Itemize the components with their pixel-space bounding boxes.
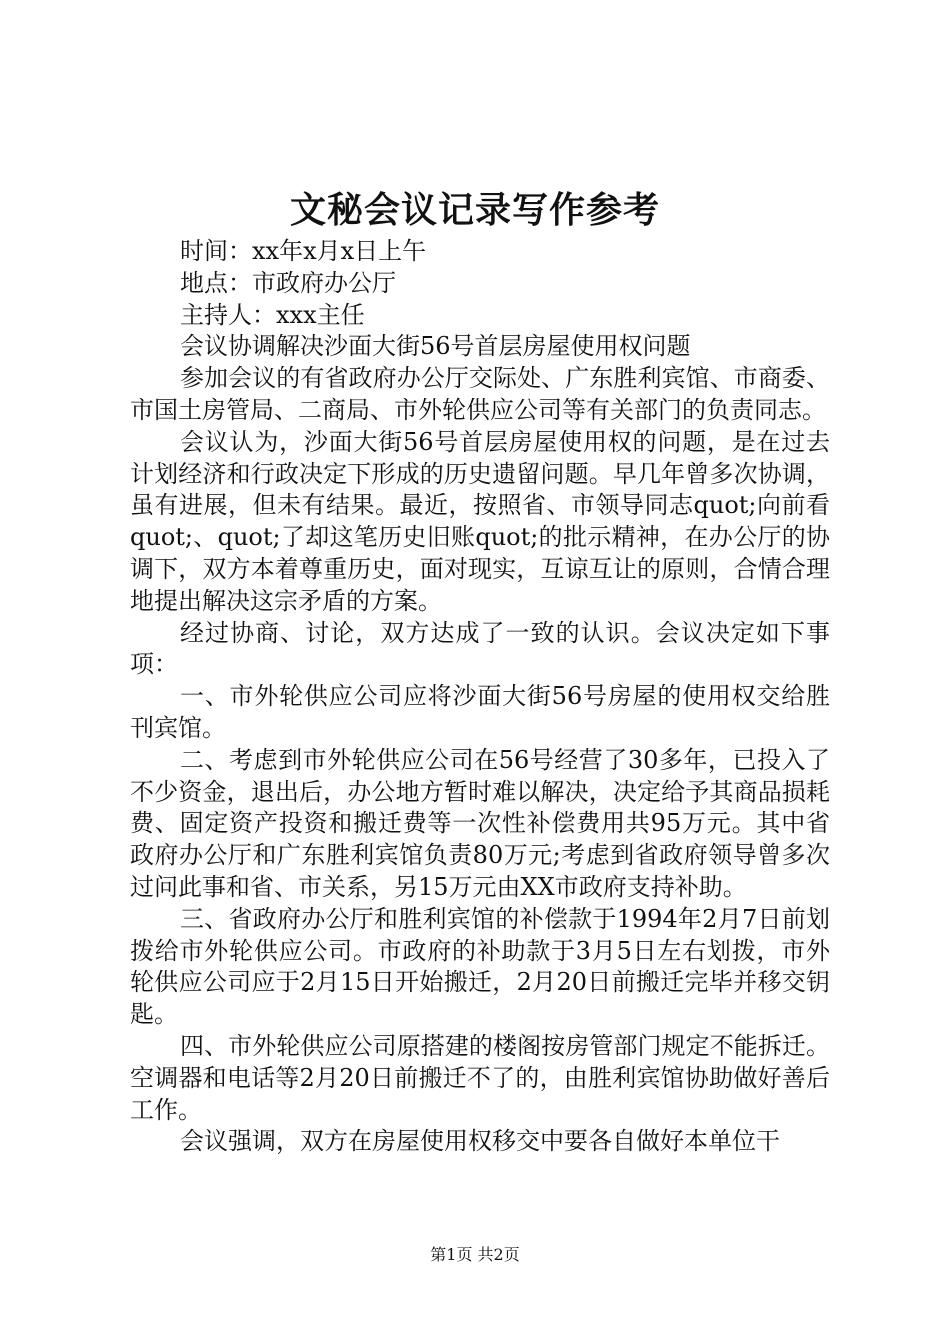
decision-item-3: 三、省政府办公厅和胜利宾馆的补偿款于1994年2月7日前划拨给市外轮供应公司。市政府的补助款于3月5日左右划拨，市外轮供应公司应于2月15日开始搬迁，2月20日前搬迁完毕并移交钥匙。 — [130, 904, 830, 1029]
decision-item-4: 四、市外轮供应公司原搭建的楼阁按房管部门规定不能拆迁。空调器和电话等2月20日前搬迁不了的，由胜利宾馆协助做好善后工作。 — [130, 1031, 830, 1124]
meeting-emphasis-paragraph: 会议强调，双方在房屋使用权移交中要各自做好本单位干 — [180, 1127, 780, 1156]
meeting-topic: 会议协调解决沙面大街56号首层房屋使用权问题 — [180, 332, 691, 361]
decision-item-1: 一、市外轮供应公司应将沙面大街56号房屋的使用权交给胜刊宾馆。 — [130, 682, 830, 742]
meeting-location: 地点：市政府办公厅 — [180, 268, 396, 297]
meeting-time: 时间：xx年x月x日上午 — [180, 237, 427, 265]
attendees-paragraph: 参加会议的有省政府办公厅交际处、广东胜利宾馆、市商委、市国土房管局、二商局、市外轮供应公司等有关部门的负责同志。 — [130, 364, 830, 424]
decision-item-2: 二、考虑到市外轮供应公司在56号经营了30多年，已投入了不少资金，退出后，办公地方暂时难以解决，决定给予其商品损耗费、固定资产投资和搬迁费等一次性补偿费用共95万元。其中省政府办公厅和广东胜利宾馆负责80万元;考虑到省政府领导曾多次过问此事和省、市关系，另15万元由XX市政府支持补助。 — [130, 745, 830, 901]
document-title: 文秘会议记录写作参考 — [289, 189, 660, 231]
meeting-host: 主持人：xxx主任 — [180, 300, 365, 329]
decision-intro-paragraph: 经过协商、讨论，双方达成了一致的认识。会议决定如下事项： — [130, 618, 830, 679]
page-number: 第1页 共2页 — [430, 1245, 520, 1264]
meeting-opinion-paragraph: 会议认为，沙面大街56号首层房屋使用权的问题，是在过去计划经济和行政决定下形成的历史遗留问题。早几年曾多次协调，虽有进展，但未有结果。最近，按照省、市领导同志quot;向前看quot;、quot;了却这笔历史旧账quot;的批示精神，在办公厅的协调下，双方本着尊重历史，面对现实，互谅互让的原则，合情合理地提出解决这宗矛盾的方案。 — [130, 427, 830, 615]
document-body — [130, 236, 830, 1158]
